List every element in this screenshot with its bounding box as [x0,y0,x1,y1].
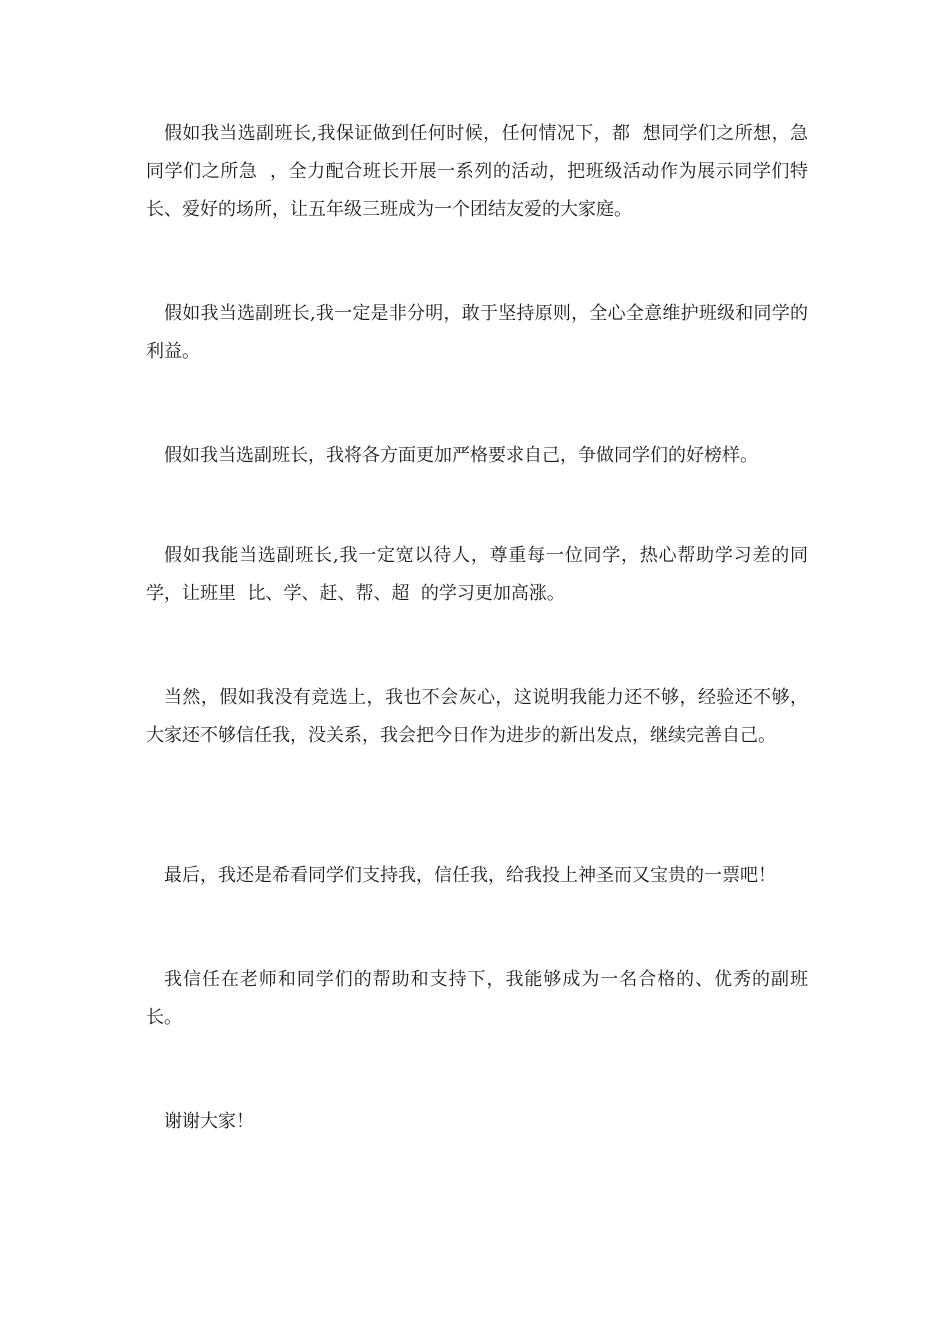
paragraph-pledge-activities: 假如我当选副班长,我保证做到任何时候，任何情况下，都 想同学们之所想，急同学们之所急 ，全力配合班长开展一系列的活动，把班级活动作为展示同学们特长、爱好的场所，让五年级三班成为一个团结友爱的大家庭。 [146,123,808,220]
paragraph-thanks: 谢谢大家！ [164,1111,254,1132]
paragraph-if-not-elected: 当然，假如我没有竞选上，我也不会灰心，这说明我能力还不够，经验还不够，大家还不够信任我，没关系，我会把今日作为进步的新出发点，继续完善自己。 [146,687,808,746]
paragraph-fairness: 假如我当选副班长,我一定是非分明，敢于坚持原则，全心全意维护班级和同学的利益。 [146,303,808,362]
paragraph-help-classmates: 假如我能当选副班长,我一定宽以待人，尊重每一位同学，热心帮助学习差的同学，让班里 比、学、赶、帮、超 的学习更加高涨。 [146,545,808,604]
paragraph-vote-request: 最后，我还是希看同学们支持我，信任我，给我投上神圣而又宝贵的一票吧！ [164,865,776,886]
paragraph-role-model: 假如我当选副班长，我将各方面更加严格要求自己，争做同学们的好榜样。 [164,445,758,466]
paragraph-confidence: 我信任在老师和同学们的帮助和支持下，我能够成为一名合格的、优秀的副班长。 [146,969,808,1028]
